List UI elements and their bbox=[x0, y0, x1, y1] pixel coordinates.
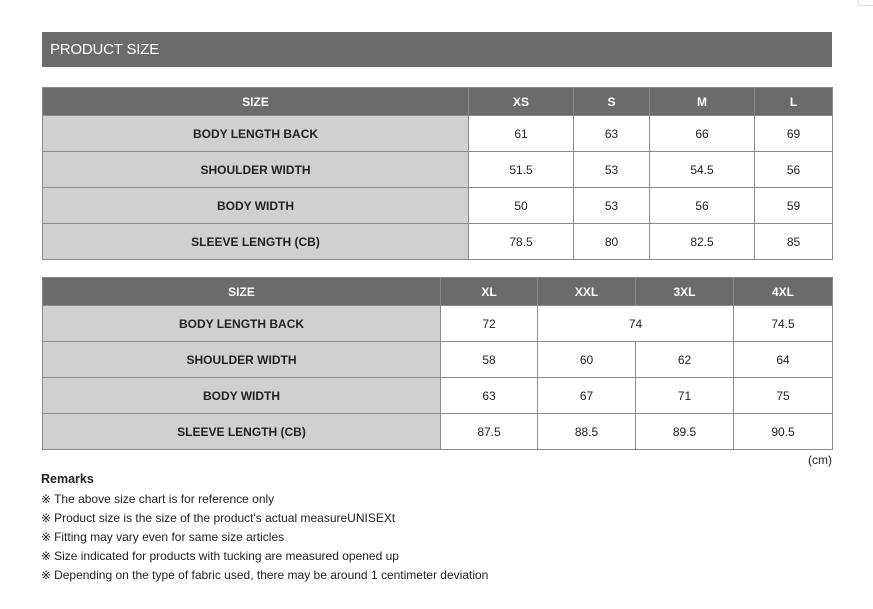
remark-item bbox=[41, 528, 488, 547]
table-cell: 60 bbox=[538, 342, 636, 378]
size-col-xs: XS bbox=[469, 88, 574, 116]
table-cell: 54.5 bbox=[650, 152, 755, 188]
table-cell: 69 bbox=[755, 116, 833, 152]
row-label: BODY LENGTH BACK bbox=[43, 116, 469, 152]
table-cell: 72 bbox=[441, 306, 538, 342]
size-header: SIZE bbox=[43, 88, 469, 116]
table-row bbox=[43, 414, 833, 450]
table-cell: 51.5 bbox=[469, 152, 574, 188]
table-cell: 53 bbox=[574, 188, 650, 224]
table-cell: 75 bbox=[734, 378, 833, 414]
remarks-title: Remarks bbox=[41, 472, 94, 486]
reference-mark-icon: ※ bbox=[41, 492, 52, 506]
table-cell: 78.5 bbox=[469, 224, 574, 260]
remark-item bbox=[41, 547, 488, 566]
size-col-xl: XL bbox=[441, 278, 538, 306]
size-col-xxl: XXL bbox=[538, 278, 636, 306]
table-cell: 56 bbox=[650, 188, 755, 224]
table-cell: 71 bbox=[636, 378, 734, 414]
reference-mark-icon: ※ bbox=[41, 568, 52, 582]
table-cell: 58 bbox=[441, 342, 538, 378]
table-cell-merged: 74 bbox=[538, 306, 734, 342]
table-cell: 50 bbox=[469, 188, 574, 224]
table-cell: 82.5 bbox=[650, 224, 755, 260]
remark-text: Size indicated for products with tucking are measured opened up bbox=[54, 549, 399, 563]
table-cell: 74.5 bbox=[734, 306, 833, 342]
table-cell: 87.5 bbox=[441, 414, 538, 450]
table-cell: 80 bbox=[574, 224, 650, 260]
table-cell: 89.5 bbox=[636, 414, 734, 450]
table-cell: 53 bbox=[574, 152, 650, 188]
remark-item bbox=[41, 509, 488, 528]
table-row bbox=[43, 152, 833, 188]
corner-decoration bbox=[858, 0, 873, 6]
row-label: SLEEVE LENGTH (CB) bbox=[43, 224, 469, 260]
table-row bbox=[43, 116, 833, 152]
table-row bbox=[43, 306, 833, 342]
table-header-row bbox=[43, 88, 833, 116]
size-table-2 bbox=[42, 277, 833, 450]
row-label: BODY LENGTH BACK bbox=[43, 306, 441, 342]
table-row bbox=[43, 342, 833, 378]
reference-mark-icon: ※ bbox=[41, 549, 52, 563]
page-title: PRODUCT SIZE bbox=[42, 32, 832, 67]
table-cell: 63 bbox=[441, 378, 538, 414]
remark-text: Fitting may vary even for same size articles bbox=[54, 530, 285, 544]
table-header-row bbox=[43, 278, 833, 306]
size-col-s: S bbox=[574, 88, 650, 116]
table-cell: 67 bbox=[538, 378, 636, 414]
table-cell: 59 bbox=[755, 188, 833, 224]
table-cell: 88.5 bbox=[538, 414, 636, 450]
reference-mark-icon: ※ bbox=[41, 511, 52, 525]
size-col-l: L bbox=[755, 88, 833, 116]
row-label: SHOULDER WIDTH bbox=[43, 342, 441, 378]
table-cell: 61 bbox=[469, 116, 574, 152]
remarks-section bbox=[41, 471, 488, 585]
remark-text: The above size chart is for reference only bbox=[54, 492, 275, 506]
size-col-4xl: 4XL bbox=[734, 278, 833, 306]
remark-text: Product size is the size of the product's actual measureUNISEXt bbox=[54, 511, 396, 525]
size-col-3xl: 3XL bbox=[636, 278, 734, 306]
table-cell: 63 bbox=[574, 116, 650, 152]
reference-mark-icon: ※ bbox=[41, 530, 52, 544]
table-cell: 66 bbox=[650, 116, 755, 152]
row-label: SLEEVE LENGTH (CB) bbox=[43, 414, 441, 450]
table-row bbox=[43, 378, 833, 414]
table-row bbox=[43, 224, 833, 260]
row-label: BODY WIDTH bbox=[43, 188, 469, 224]
table-cell: 85 bbox=[755, 224, 833, 260]
row-label: SHOULDER WIDTH bbox=[43, 152, 469, 188]
table-cell: 90.5 bbox=[734, 414, 833, 450]
unit-label: (cm) bbox=[808, 453, 832, 467]
remark-item bbox=[41, 490, 488, 509]
table-cell: 64 bbox=[734, 342, 833, 378]
size-header: SIZE bbox=[43, 278, 441, 306]
row-label: BODY WIDTH bbox=[43, 378, 441, 414]
table-cell: 62 bbox=[636, 342, 734, 378]
table-row bbox=[43, 188, 833, 224]
table-cell: 56 bbox=[755, 152, 833, 188]
size-table-1 bbox=[42, 87, 833, 260]
remark-text: Depending on the type of fabric used, there may be around 1 centimeter deviation bbox=[54, 568, 489, 582]
size-col-m: M bbox=[650, 88, 755, 116]
remark-item bbox=[41, 566, 488, 585]
